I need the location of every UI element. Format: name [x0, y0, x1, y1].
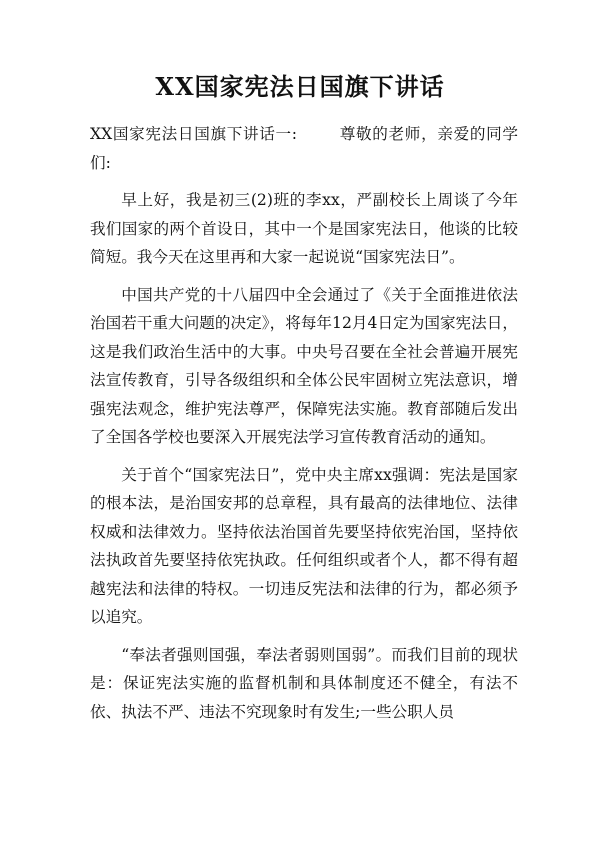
greeting-text: 尊敬的老师，亲爱的同学们:	[90, 125, 518, 172]
intro-paragraph	[90, 120, 518, 177]
paragraph-4: “奉法者强则国强，奉法者弱则国弱”。而我们目前的现状是：保证宪法实施的监督机制和具体制度还不健全，有法不依、执法不严、违法不究现象时有发生;一些公职人员	[90, 645, 518, 721]
paragraph-1: 早上好，我是初三(2)班的李xx，严副校长上周谈了今年我们国家的两个首设日，其中一个是国家宪法日，他谈的比较简短。我今天在这里再和大家一起说说“国家宪法日”。	[90, 191, 518, 266]
document-body	[90, 120, 518, 735]
paragraph-3: 关于首个“国家宪法日”，党中央主席xx强调：宪法是国家的根本法，是治国安邦的总章程，具有最高的法律地位、法律权威和法律效力。坚持依法治国首先要坚持依宪治国，坚持依法执政首先要坚持依宪执政。任何组织或者个人，都不得有超越宪法和法律的特权。一切违反宪法和法律的行为，都必须予以追究。	[90, 465, 518, 626]
intro-label: XX国家宪法日国旗下讲话一:	[90, 125, 298, 143]
document-title: XX国家宪法日国旗下讲话	[155, 72, 445, 101]
paragraph-2: 中国共产党的十八届四中全会通过了《关于全面推进依法治国若干重大问题的决定》，将每年12月4日定为国家宪法日，这是我们政治生活中的大事。中央号召要在全社会普遍开展宪法宣传教育，引导各级组织和全体公民牢固树立宪法意识，增强宪法观念，维护宪法尊严，保障宪法实施。教育部随后发出了全国各学校也要深入开展宪法学习宣传教育活动的通知。	[90, 285, 518, 446]
